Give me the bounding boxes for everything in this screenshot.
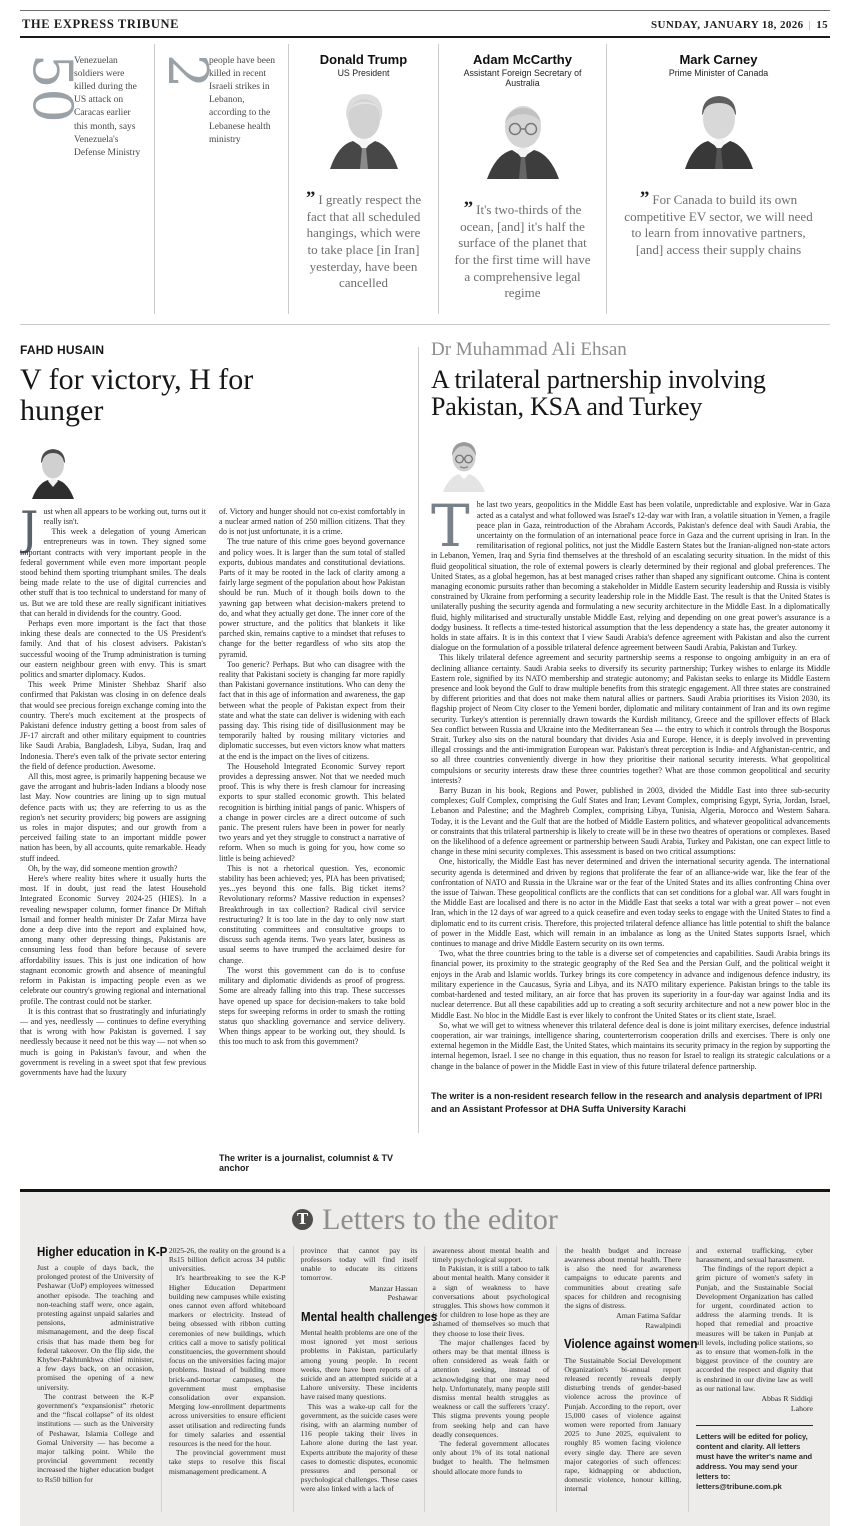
article-vertical-rule: [418, 347, 419, 1133]
article-paragraph: Here's where reality bites where it usually hurts the most. If in doubt, just read the latest Household Integrated Economic Survey 2024-25 (HIES). In a revealing newspaper column, former finance Dr Miftah Ismail and former health minister Dr Zafar Mirza have done a deep dive into the report and explained how, among many other depressing things, Pakistanis are consuming less food than before because of severe affordability issues. This is just one indication of how stagnant economic growth and absence of meaningful reform in Pakistan is impacting people even as we celebrate our country's growing regional and international profile. The contrast could not be starker.: [20, 874, 206, 1006]
person-title: Assistant Foreign Secretary of Australia: [463, 68, 582, 88]
quote-icon: ”: [305, 188, 316, 209]
letter-paragraph: province that cannot pay its professors today will find itself unable to educate its citizens tomorrow.: [300, 1245, 418, 1283]
article-paragraph: This week Prime Minister Shehbaz Sharif also confirmed that Pakistan was closing in on defence deals that would see precious foreign exchange coming into the country. There's much excitement at the prospects of Pakistani defence industry getting a boost from sales of JF-17 aircraft and other military equipment to countries like Saudi Arabia, Bangladesh, Libya, Sudan, Iraq and Indonesia. There's even talk of the private sector entering the field of defence production. Awesome.: [20, 680, 206, 771]
article-paragraph: It is this contrast that so frustratingly and infuriatingly — and yes, needlessly — continues to define everything that is wrong with how Pakistan is governed. I say needlessly because it need not be this way — not when so much is going in Pakistan's favour, and when the government is reveling in a sweet spot that few previous governments have had the luxury: [20, 1006, 206, 1077]
article-paragraph: The true nature of this crime goes beyond governance and policy woes. It is larger than the sum total of stalled exports, dubious mandates and constitutional deviations. Parts of it may be rooted in the lack of clarity among a fairly large segment of the population about how Pakistan should be run. Much of it though boils down to the yawning gap between what decision-makers pretend to do, and what they actually get done. The inner core of the power structure, and the politics that blankets it like parched skin, remains captive to a mindset that refuses to change for the better regardless of who sits atop the pyramid.: [219, 537, 405, 659]
letter-signature: [564, 1311, 681, 1330]
letter-paragraph: This was a wake-up call for the government, as the suicide cases were rising, with an alarming number of 116 people taking their lives in Lahore alone during the last year. Experts attribute the majority of these cases to domestic disputes, economic pressures and personal or psychological challenges. These cases were also linked with a lack of: [300, 1401, 418, 1494]
stat-card-1: [20, 44, 154, 314]
article-paragraph: So, what we will get to witness whenever this trilateral defence deal is done is joint military exercises, defence industrial cooperation, air war trainings, intelligence sharing, counterterrorism cooperation drills and exercises. There is only one external hegemon in the Middle East, the United States, which maintains its security primacy in the region by supporting the internal hegemon, Israel. I see no change in this equation, thus no reason for Israel to realign its strategic calculations or a change in the balance of power in the Middle East in view of this future trilateral defence partnership.: [431, 1020, 830, 1071]
page-number: 15: [816, 19, 828, 31]
letter-paragraph: The contrast between the K-P government's “expansionist” rhetoric and the “fiscal collapse” of its oldest institutions — such as the University of Peshawar, Islamia College and Gomal University — has become a major talking point. While the provincial government recently increased the higher education budget to Rs50 billion for: [37, 1391, 154, 1484]
article-paragraph: The last two years, geopolitics in the Middle East has been volatile, unpredictable and explosive. War in Gaza acted as a catalyst and what followed was Israel's 12-day war with Iran, a volatile situation in Yemen, a fragile peace plan in Gaza, reintroduction of the Abraham Accords, Pakistan's defence deal with Saudi Arabia, the uncertainty on the formulation of an international peace force in Gaza and the current uprising in Iran. In the remilitarisation of regional politics, not just the Middle Eastern States but the Iranian-aligned non-state actors in Lebanon, Yemen, Iraq and Syria find themselves at the threshold of an escalating security situation. In the midst of this fluid geopolitical situation, the role of external powers is clearly determined by their regional and global preferences. The United States, as a global hegemon, has at best managed crises rather than shaped any significant outcome. China is content managing economic pursuits rather than becoming a stakeholder in Middle Eastern security leadership and Russia is visibly constrained by Ukraine from performing a security leadership role in the Middle East. The result is that the United States is unilaterally pushing the security agenda and formulating a new security architecture in the Middle East. In a diplomatically fluid, highly militarised and structurally unstable Middle East, relying and depending on one great power's assurance is a dodgy business. It reflects a time-tested historical assumption that the less dependency a state has, the greater autonomy it holds in state affairs. It is in this context that I view Saudi Arabia's defence agreement with Pakistan and also the current dialogue on the formulation of a possible trilateral defence agreement between Saudi Arabia, Pakistan and Turkey.: [431, 492, 830, 653]
article-paragraph: This is not a rhetorical question. Yes, economic stability has been achieved; yes, PIA has been privatised; yes...yes beyond this one falls. Big ticket items? Revolutionary reforms? Massive reduction in expenses? Breakthrough in tax collection? Radical civil service restructuring? It is too late in the day to only now start constituting committees and consultative groups to discuss such agenda items. Two years later, business as usual seems to have trumped the acclaimed desire for change.: [219, 863, 405, 965]
article-body: [431, 492, 830, 1071]
article-paragraph: Oh, by the way, did someone mention growth?: [28, 863, 178, 873]
person-title: Prime Minister of Canada: [668, 68, 769, 78]
person-name: Mark Carney: [679, 52, 758, 67]
letters-column-1: [30, 1245, 168, 1512]
signature-name: Abbas R Siddiqi: [761, 1394, 813, 1403]
letters-column-5: [556, 1245, 698, 1512]
letter-paragraph: Mental health problems are one of the most ignored yet most serious problems in Pakistan, particularly among young people. In recent weeks, there have been reports of a suicide and an attempted suicide at a Lahore university. These incidents have raised many questions.: [300, 1327, 418, 1402]
letter-paragraph: The major challenges faced by others may be that mental illness is often considered as weak faith or attention seeking, instead of acknowledging that one may need help. Unfortunately, many people still dismiss mental health struggles as weakness or call the sufferers 'crazy'. This stigma prevents young people from seeking help and can have deadly consequences.: [432, 1337, 550, 1439]
quote-icon: ”: [639, 188, 650, 209]
letter-paragraph: In Pakistan, it is still a taboo to talk about mental health. Many consider it a sign of weakness to have conversations about psychological struggles. This shows how common it is for children to lose hope as they are ashamed of themselves so much that they choose to lose their lives.: [432, 1264, 550, 1338]
letter-paragraph: 2025-26, the reality on the ground is a Rs15 billion deficit across 34 public universities.: [168, 1245, 286, 1274]
signature-city: Lahore: [790, 1403, 813, 1413]
stat-text: people have been killed in recent Israeli strikes in Lebanon, according to the Lebanese health ministry: [209, 56, 275, 145]
article-trilateral-partnership: [431, 339, 830, 1173]
quote-icon: ”: [463, 198, 474, 219]
person-name: Adam McCarthy: [473, 52, 572, 67]
muhammad-ali-ehsan-photo: [431, 436, 830, 492]
article-paragraph: Two, what the three countries bring to the table is a diverse set of competencies and capabilities. Saudi Arabia brings its financial power, its proximity to the strategic geography of the Red Sea and the Persian Gulf, and the political weight it enjoys in the Arab and Islamic worlds. Turkey brings its core competency in advance and indigenous defence industry, its military experience in the Caucasus, Syria and Libya, and its NATO military experience. Pakistan brings to the table its combat-hardened and tested military, an air force that has proven its superiority in a four-day war against India and its nuclear deterrence. But all these capabilities add up to creating a soft security architecture and not a new power bloc in the Middle East. No bloc in the Middle East is ever likely to confront the United States or its client state, Israel.: [431, 949, 830, 1020]
writer-credit: The writer is a journalist, columnist & TV anchor: [219, 1152, 394, 1173]
stat-text: Venezuelan soldiers were killed during the US attack on Caracas earlier this month, says Venezuela's Defense Ministry: [74, 56, 141, 158]
opinion-articles: [20, 339, 830, 1173]
stat-number: 50: [21, 54, 84, 123]
masthead-divider: |: [808, 19, 812, 31]
letter-paragraph: the health budget and increase awareness about mental health. There is also the need for awareness campaigns to educate parents and communities about creating safe spaces for children and recognising the signs of distress.: [564, 1245, 682, 1310]
letters-note-rule: [696, 1425, 813, 1426]
top-strip: [20, 44, 830, 314]
quote-text: ” It's two-thirds of the ocean, [and] it's half the surface of the planet that for the first time will have a comprehensive legal regime: [454, 198, 591, 301]
article-headline: V for victory, H for hunger: [20, 362, 254, 428]
article-paragraph: Too generic? Perhaps. But who can disagree with the reality that Pakistani society is changing far more rapidly than Pakistani governance institutions. Who can deny the fact that in this age of information and awareness, the gap between what the people of Pakistan expect from their state and what the state can deliver is widening with each passing day. This rising tide of disillusionment may be temporarily halted by rousing military victories and diplomatic successes, but even victors know what matters at the end is the impact on the lives of citizens.: [219, 659, 405, 761]
quote-card-adam-mccarthy: [438, 44, 606, 314]
mark-carney-photo: [663, 85, 775, 174]
stat-number: 2: [156, 54, 219, 89]
quote-text: ” For Canada to build its own competitive EV sector, we will need to learn from innovative partners, [and] access their supply chains: [624, 188, 813, 257]
letter-paragraph: The Sustainable Social Development Organization's bi-annual report released recently reveals deeply disturbing trends of gender-based violence across the province of Punjab. According to the report, over 15,000 cases of violence against women were reported from January 2025 to June 2025, equivalent to roughly 85 women facing violence every single day. There are seven major categories of such offences: rape, kidnapping or abduction, domestic violence, honour killing, internal: [564, 1355, 682, 1494]
letter-signature: [696, 1394, 813, 1413]
tribune-logo-icon: T: [292, 1209, 313, 1230]
article-paragraph: The Household Integrated Economic Survey report provides a depressing answer. Not that we needed much proof. This is why there is fresh clamour for increasing exports to spur stalled economic growth. This belated recognition is birthing initial pangs of panic. Whispers of a change in power circles are a direct outcome of such panic. The present rulers have been in power for nearly two years and yet they struggle to construct a narrative of reform. When so much is going for you, how come so little is being achieved?: [219, 761, 405, 863]
letters-policy-note: Letters will be edited for policy, content and clarity. All letters must have the writer's name and address. You may send your letters to:: [696, 1432, 813, 1481]
letter-paragraph: The findings of the report depict a grim picture of women's safety in Punjab, and the Sustainable Social Development Organization has called for urgent, coordinated action to address the alarming trends. It is hoped that remedial and proactive measures will be taken in Punjab at all levels, including police stations, so as to ensure that women-folk in the biggest province of the country are accorded the respect and dignity that is enshrined in our divine law as well as our national law.: [696, 1264, 813, 1393]
fahd-husain-photo: [20, 443, 405, 499]
letters-columns: [30, 1246, 820, 1512]
article-paragraph: All this, most agree, is primarily happening because we gave the arrogant and hubris-laden Indians a bloody nose last May. Now countries are lining up to sign mutual defence pacts with us; they are referring to us as the region's net security providers; big powers are assigning us roles in major disputes; and our growth from a perceived failing state to an important middle power nation has been, by all accounts, quite remarkable. Heady stuff indeed.: [20, 772, 206, 863]
letters-section: [20, 1189, 830, 1526]
adam-mccarthy-photo: [467, 95, 579, 184]
letters-title: Letters to the editor: [322, 1202, 558, 1236]
article-column-2: [219, 507, 405, 1137]
letter-paragraph: and external trafficking, cyber harassment, and sexual harassment.: [696, 1245, 813, 1264]
letters-column-4: [424, 1246, 556, 1512]
article-paragraph: Barry Buzan in his book, Regions and Power, published in 2003, divided the Middle East into three sub-security complexes; Gulf Complex, comprising the Gulf States and Iran; Levant Complex, comprising Egypt, Syria, Jordan, Israel, Lebanon and Palestine; and the Maghreb Complex, comprising Libya, Tunisia, Algeria, Morocco and Western Sahara. Today, it is the Levant and the Gulf that are the hotbed of Middle Eastern politics, and whatever geopolitical advancements or constraints that this trilateral partnership is likely to create will be in these two theatres of operations or complexes. Based on the likelihood of a defence agreement or partnership between Saudi Arabia, Turkey and Pakistan, one can expect little to change in these mini security complexes. This assessment is based on two critical assumptions:: [431, 786, 830, 857]
letter-paragraph: The federal government allocates only about 1% of its total national budget to health. The helmsmen should allocate more funds to: [432, 1439, 550, 1476]
letter-heading: Violence against women: [564, 1337, 698, 1352]
person-title: US President: [337, 68, 390, 78]
signature-city: Peshawar: [387, 1293, 418, 1303]
newspaper-title: THE EXPRESS TRIBUNE: [22, 17, 180, 31]
letters-header: [30, 1203, 820, 1237]
signature-name: Aman Fatima Safdar: [616, 1311, 682, 1321]
article-paragraph: One, historically, the Middle East has never determined and driven the international security agenda. The international security agenda is determined and driven by regions that proliferate the fear of an alliance-wide war, like the fear of the confrontation of NATO and Russia in the Ukraine war or the fear of the United States and its allies confronting China over the issue of Taiwan. These geopolitical conflicts are the conflicts that can set conditions for a global war. All wars fought in the Middle East are localised and there is no actor in the Middle East that seeks a total war with a great power – not even Iran, which in the 12 days of war agreed to a quick ceasefire and even today seeks to engage with the United States to find a diplomatic end to its current crisis. Therefore, this projected trilateral defence alliance has little potential to shift the balance of power in the Middle East, which will remain in an imbalance as long as the United States supports Israel, which continues to manage and drive Middle Eastern security on its own terms.: [431, 857, 830, 949]
letter-paragraph: It's heartbreaking to see the K-P Higher Education Department building new campuses while existing ones cannot even afford whiteboard markers or electricity. Instead of being obsessed with ribbon cutting ceremonies of new buildings, which critics call a move to satisfy political constituencies, the government should focus on the universities facing major problems. Instead of building more brick-and-mortar campuses, the government must emphasise consolidation over expansion. Merging low-enrollment departments across universities to ensure efficient asset utilisation and redirecting funds for timely salaries and essential resources is the need for the hour.: [168, 1273, 286, 1449]
letter-heading: Higher education in K-P: [37, 1245, 168, 1259]
masthead-date-page: [651, 19, 828, 31]
letters-column-6: [688, 1246, 820, 1512]
quote-card-donald-trump: [288, 44, 438, 314]
letter-heading: Mental health challenges: [300, 1309, 437, 1324]
quote-text: ” I greatly respect the fact that all scheduled hangings, which were to take place [in Iran] yesterday, have been cancelled: [305, 188, 422, 291]
article-paragraph: Just when all appears to be working out, turns out it really isn't.: [20, 506, 206, 555]
article-paragraph: This week a delegation of young American entrepreneurs was in town. They signed some important contracts with very important people in the federal government while even more important people stood behind them sporting triumphant smiles. The deals being made relate to the use of digital currencies and other stuff that is too technical to understand for many of us. But we are told these are really significant initiatives that can herald in dividends for the country. Good.: [20, 527, 206, 618]
letters-email: letters@tribune.com.pk: [696, 1481, 782, 1491]
page-date: SUNDAY, JANUARY 18, 2026: [651, 19, 804, 31]
letters-column-2: [161, 1246, 293, 1512]
stat-card-2: [154, 44, 288, 314]
letter-paragraph: The provincial government must take steps to resolve this fiscal mismanagement predicament. A: [168, 1448, 286, 1476]
signature-city: Rawalpindi: [645, 1320, 682, 1330]
article-v-for-victory: [20, 339, 405, 1173]
letter-signature: [301, 1284, 418, 1303]
article-paragraph: The worst this government can do is to confuse military and diplomatic dividends as proof of progress. Some are already falling into this trap. These successes have opened up space for decision-makers to take bold steps for sweeping reforms in order to smash the rotting status quo shackling governance and service delivery. When things appear to be working out, they should. Is this too much to ask from this government?: [219, 965, 405, 1047]
letters-column-3: [293, 1245, 437, 1512]
author-kicker: Dr Muhammad Ali Ehsan: [431, 338, 627, 360]
donald-trump-photo: [308, 85, 420, 174]
signature-name: Manzar Hassan: [369, 1283, 418, 1293]
article-body: [20, 507, 405, 1137]
letter-paragraph: awareness about mental health and timely psychological support.: [432, 1245, 550, 1264]
letter-paragraph: Just a couple of days back, the prolonged protest of the University of Peshawar (UoP) employees witnessed another episode. The teaching and non-teaching staff were, once again, protesting against unpaid salaries and pensions, administrative mismanagement, and the deep fiscal crisis that has made them beg for federal takeover. On the flip side, the Khyber-Pakhtunkhwa chief minister, a few days back, on an occasion, promised the opening of a new university.: [37, 1262, 154, 1392]
masthead: [20, 10, 830, 38]
quote-card-mark-carney: [606, 44, 830, 314]
writer-credit: The writer is a non-resident research fellow in the research and analysis department of IPRI and an Assistant Professor at DHA Suffa University Karachi: [431, 1090, 823, 1115]
author-kicker: FAHD HUSAIN: [20, 342, 105, 357]
article-column-1: [20, 507, 206, 1137]
section-divider: [20, 324, 830, 325]
article-paragraph: This likely trilateral defence agreement and security partnership seems a response to ongoing ambiguity in an era of declining alliance certainty. Saudi Arabia seeks to diversify its security partnership; Turkey wishes to enlarge its Middle Eastern role, signified by its NATO membership and strategic autonomy; and Pakistan seeks to enlarge its Middle Eastern presence and look beyond the Gulf to draw multiple benefits from this strategic engagement. All three states are constrained by different priorities and that does not make them natural allies or partners. Saudi Arabia prioritises its Vision 2030, its flagship project of Neom City closer to the Yemeni border, diplomatic and military containment of Iran and its own regime security. Turkey's attention is perennially drawn towards the Kurdish militancy, Greece and the spillover effects of Black Sea conflict between Russia and Ukraine into the Mediterranean Sea — the entry to which it controls through the Bosporus Strait. Turkey also sits on the natural boundary that divides Asia and Europe. Hence, it is deeply involved in preventing illegal crossings and the anti-immigration European war. Pakistan's threat perception is India- and Afghanistan-centric, and so all three countries conveniently diverge in how they prioritise their national security interests. What geopolitical compulsions or security interests draw these three countries together? What are those common geopolitical and security interests?: [431, 653, 830, 785]
person-name: Donald Trump: [319, 52, 408, 67]
article-paragraph: of. Victory and hunger should not co-exist comfortably in a nuclear armed nation of 250 million citizens. That they do is not just unfortunate, it is a crime.: [219, 506, 405, 537]
article-headline: A trilateral partnership involving Pakistan, KSA and Turkey: [431, 364, 766, 422]
article-paragraph: Perhaps even more important is the fact that those inking these deals are connected to the US President's family. And that of his closest advisers. Pakistan's successful wooing of the Trump administration is turning our eastern neighbour green with envy. This is smart politics and smarter diplomacy. Kudos.: [20, 618, 206, 679]
